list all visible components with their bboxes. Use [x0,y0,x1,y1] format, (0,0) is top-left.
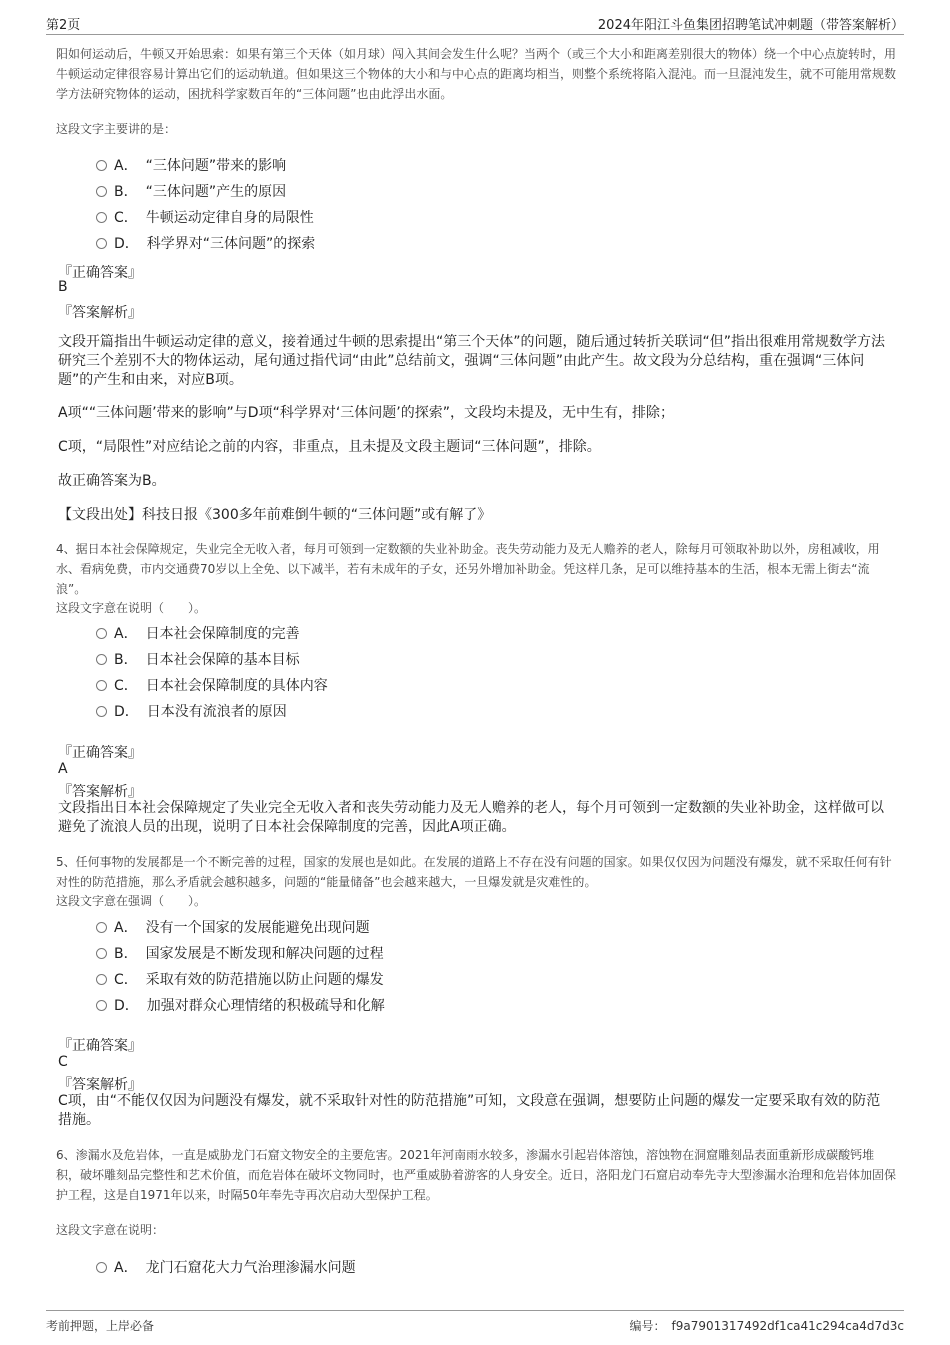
radio-icon[interactable] [96,1000,107,1011]
q4-passage: 4、据日本社会保障规定，失业完全无收入者，每月可领到一定数额的失业补助金。丧失劳动能力及无人赡养的老人，除每月可领取补助以外，房租减收，用水、看病免费，市内交通费70岁以上全免、以下减半，若有未成年的子女，还另外增加补助金。凭这样几条，足可以维持基本的生活，根本无需上街去“流浪”。 [56,542,880,596]
q5-option-a[interactable]: A． 没有一个国家的发展能避免出现问题 [96,917,370,937]
q5-answer-label: 『正确答案』 [58,1038,142,1054]
radio-icon[interactable] [96,186,107,197]
q3-analysis-c: C项，“局限性”对应结论之前的内容，非重点，且未提及文段主题词“三体问题”，排除。 [58,439,601,455]
radio-icon[interactable] [96,212,107,223]
q4-option-a[interactable]: A． 日本社会保障制度的完善 [96,623,300,643]
radio-icon[interactable] [96,680,107,691]
document-code [624,1317,904,1334]
q3-prompt: 这段文字主要讲的是： [56,122,177,136]
page-header [46,10,904,35]
q5-analysis: C项，由“不能仅仅因为问题没有爆发，就不采取针对性的防范措施”可知，文段意在强调，想要防止问题的爆发一定要采取有效的防范措施。 [58,1093,881,1128]
radio-icon[interactable] [96,948,107,959]
q3-source: 【文段出处】科技日报《300多年前难倒牛顿的“三体问题”或有解了》 [58,507,492,523]
code-value: f9a7901317492df1ca41c294ca4d7d3c [671,1319,904,1333]
q3-option-a[interactable]: A． “三体问题”带来的影响 [96,155,286,175]
q6-passage: 6、渗漏水及危岩体，一直是威胁龙门石窟文物安全的主要危害。2021年河南雨水较多，渗漏水引起岩体溶蚀，溶蚀物在洞窟雕刻品表面重新形成碳酸钙堆积，破坏雕刻品完整性和艺术价值，而危岩体在破坏文物同时，也严重威胁着游客的人身安全。近日，洛阳龙门石窟启动奉先寺大型渗漏水治理和危岩体加固保护工程，这是自1971年以来，时隔50年奉先寺再次启动大型保护工程。 [56,1148,897,1202]
code-label: 编号： [629,1319,666,1333]
radio-icon[interactable] [96,1262,107,1273]
q5-answer: C [58,1054,68,1070]
radio-icon[interactable] [96,974,107,985]
q4-answer: A [58,761,68,777]
q5-option-b[interactable]: B． 国家发展是不断发现和解决问题的过程 [96,943,384,963]
footer-slogan: 考前押题，上岸必备 [46,1319,155,1333]
q4-analysis-label: 『答案解析』 [58,784,142,800]
q3-answer-label: 『正确答案』 [58,265,142,281]
q3-analysis-main: 文段开篇指出牛顿运动定律的意义，接着通过牛顿的思索提出“第三个天体”的问题，随后通过转折关联词“但”指出很难用常规数学方法研究三个差别不大的物体运动，尾句通过指代词“由此”总结前文，强调“三体问题”由此产生。故文段为分总结构，重在强调“三体问题”的产生和由来，对应B项。 [58,334,886,388]
radio-icon[interactable] [96,922,107,933]
q6-prompt: 这段文字意在说明： [56,1223,165,1237]
radio-icon[interactable] [96,654,107,665]
q3-option-b[interactable]: B． “三体问题”产生的原因 [96,181,286,201]
q5-option-d[interactable]: D． 加强对群众心理情绪的积极疏导和化解 [96,995,385,1015]
q4-option-b[interactable]: B． 日本社会保障的基本目标 [96,649,300,669]
radio-icon[interactable] [96,706,107,717]
q5-option-c[interactable]: C． 采取有效的防范措施以防止问题的爆发 [96,969,384,989]
radio-icon[interactable] [96,628,107,639]
page-number: 第2页 [46,18,81,33]
q5-passage: 5、任何事物的发展都是一个不断完善的过程，国家的发展也是如此。在发展的道路上不存在没有问题的国家。如果仅仅因为问题没有爆发，就不采取任何有针对性的防范措施，那么矛盾就会越积越多，问题的“能量储备”也会越来越大，一旦爆发就是灾难性的。 [56,855,892,889]
q3-passage: 阳如何运动后，牛顿又开始思索：如果有第三个天体（如月球）闯入其间会发生什么呢？当两个（或三个大小和距离差别很大的物体）绕一个中心点旋转时，用牛顿运动定律很容易计算出它们的运动轨道。但如果这三个物体的大小和与中心点的距离均相当，则整个系统将陷入混沌。而一旦混沌发生，就不可能用常规数学方法研究物体的运动，困扰科学家数百年的“三体问题”也由此浮出水面。 [56,47,897,101]
q3-answer: B [58,279,68,295]
q3-analysis-conclusion: 故正确答案为B。 [58,473,166,489]
q4-answer-label: 『正确答案』 [58,745,142,761]
q4-prompt: 这段文字意在说明（ ）。 [56,601,207,615]
q4-option-c[interactable]: C． 日本社会保障制度的具体内容 [96,675,328,695]
q4-option-d[interactable]: D． 日本没有流浪者的原因 [96,701,287,721]
radio-icon[interactable] [96,238,107,249]
q6-option-a[interactable]: A． 龙门石窟花大力气治理渗漏水问题 [96,1257,356,1277]
document-title: 2024年阳江斗鱼集团招聘笔试冲刺题（带答案解析） [597,18,904,33]
q4-analysis: 文段指出日本社会保障规定了失业完全无收入者和丧失劳动能力及无人赡养的老人，每个月可领到一定数额的失业补助金，这样做可以避免了流浪人员的出现，说明了日本社会保障制度的完善，因此A项正确。 [58,800,884,835]
q5-analysis-label: 『答案解析』 [58,1077,142,1093]
q3-option-d[interactable]: D． 科学界对“三体问题”的探索 [96,233,315,253]
page-footer [46,1310,904,1337]
q3-analysis-ad: A项““三体问题’带来的影响”与D项“科学界对‘三体问题’的探索”，文段均未提及，无中生有，排除； [58,405,674,421]
q3-option-c[interactable]: C． 牛顿运动定律自身的局限性 [96,207,314,227]
radio-icon[interactable] [96,160,107,171]
q3-analysis-label: 『答案解析』 [58,305,142,321]
q5-prompt: 这段文字意在强调（ ）。 [56,894,207,908]
